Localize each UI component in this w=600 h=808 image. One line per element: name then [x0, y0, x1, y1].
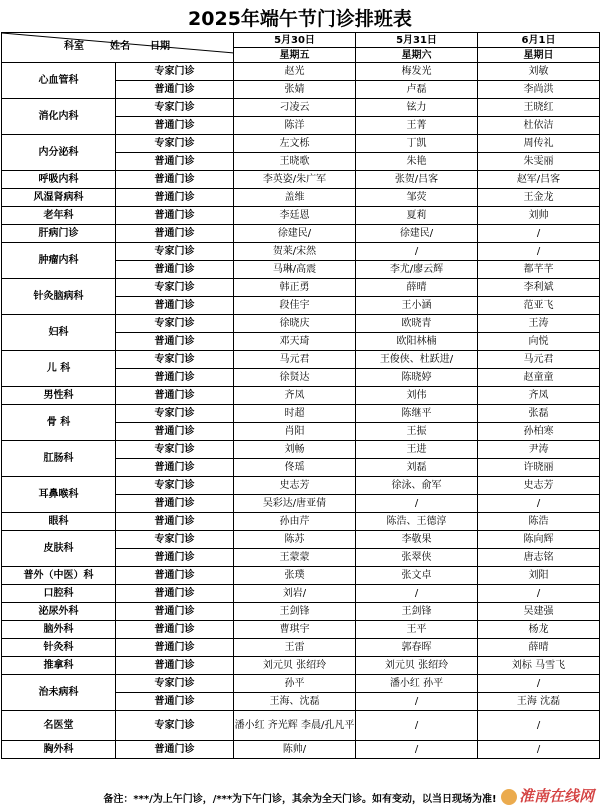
department-name: 男性科: [2, 387, 116, 405]
table-row: [2, 603, 600, 621]
watermark-icon: [501, 789, 517, 805]
doctor-cell: 王进: [356, 441, 478, 459]
department-name: 呼吸内科: [2, 171, 116, 189]
doctor-cell: 王雷: [234, 639, 356, 657]
table-row: [2, 243, 600, 261]
doctor-cell: 孙由芹: [234, 513, 356, 531]
doctor-cell: 刘元贝 张绍玲: [356, 657, 478, 675]
department-name: 肝病门诊: [2, 225, 116, 243]
doctor-cell: 铉力: [356, 99, 478, 117]
table-row: [2, 207, 600, 225]
department-name: 泌尿外科: [2, 603, 116, 621]
table-row: [2, 387, 600, 405]
doctor-cell: /: [478, 741, 600, 759]
table-row: [2, 657, 600, 675]
doctor-cell: /: [478, 711, 600, 741]
doctor-cell: 丁凯: [356, 135, 478, 153]
clinic-type: 专家门诊: [116, 279, 234, 297]
doctor-cell: 王晓红: [478, 99, 600, 117]
doctor-cell: 杨龙: [478, 621, 600, 639]
doctor-cell: 刘阳: [478, 567, 600, 585]
doctor-cell: 欧晓青: [356, 315, 478, 333]
department-name: 推拿科: [2, 657, 116, 675]
doctor-cell: 刘元贝 张绍玲: [234, 657, 356, 675]
doctor-cell: 张婧: [234, 81, 356, 99]
doctor-cell: 刘岩/: [234, 585, 356, 603]
doctor-cell: 朱雯丽: [478, 153, 600, 171]
doctor-cell: 徐晓庆: [234, 315, 356, 333]
department-name: 妇科: [2, 315, 116, 351]
department-name: 肿瘤内科: [2, 243, 116, 279]
clinic-type: 普通门诊: [116, 567, 234, 585]
doctor-cell: 赵军/吕客: [478, 171, 600, 189]
doctor-cell: 范亚飞: [478, 297, 600, 315]
clinic-type: 普通门诊: [116, 225, 234, 243]
doctor-cell: 徐建民/: [234, 225, 356, 243]
doctor-cell: 王振: [356, 423, 478, 441]
table-row: [2, 99, 600, 117]
department-name: 眼科: [2, 513, 116, 531]
department-name: 针灸科: [2, 639, 116, 657]
table-row: [2, 405, 600, 423]
doctor-cell: 王俊侠、杜跃进/: [356, 351, 478, 369]
clinic-type: 普通门诊: [116, 369, 234, 387]
clinic-type: 专家门诊: [116, 531, 234, 549]
doctor-cell: /: [478, 243, 600, 261]
clinic-type: 普通门诊: [116, 297, 234, 315]
doctor-cell: 王剑锋: [356, 603, 478, 621]
department-name: 肛肠科: [2, 441, 116, 477]
table-row: [2, 279, 600, 297]
table-row: [2, 225, 600, 243]
clinic-type: 普通门诊: [116, 333, 234, 351]
department-name: 胸外科: [2, 741, 116, 759]
doctor-cell: 赵光: [234, 63, 356, 81]
doctor-cell: /: [478, 495, 600, 513]
doctor-cell: 陈帅/: [234, 741, 356, 759]
clinic-type: 普通门诊: [116, 189, 234, 207]
doctor-cell: 刘畅: [234, 441, 356, 459]
doctor-cell: 王菁: [356, 117, 478, 135]
doctor-cell: 都芊芊: [478, 261, 600, 279]
doctor-cell: 王海、沈磊: [234, 693, 356, 711]
watermark-logo: [501, 785, 594, 806]
doctor-cell: 李尤/廖云辉: [356, 261, 478, 279]
clinic-type: 普通门诊: [116, 117, 234, 135]
clinic-type: 普通门诊: [116, 657, 234, 675]
doctor-cell: 王金龙: [478, 189, 600, 207]
doctor-cell: 齐凤: [234, 387, 356, 405]
doctor-cell: 刘伟: [356, 387, 478, 405]
doctor-cell: 李利斌: [478, 279, 600, 297]
doctor-cell: 韩正勇: [234, 279, 356, 297]
table-row: [2, 639, 600, 657]
doctor-cell: 王剑锋: [234, 603, 356, 621]
clinic-type: 普通门诊: [116, 207, 234, 225]
doctor-cell: 吴建强: [478, 603, 600, 621]
table-row: [2, 621, 600, 639]
department-name: 口腔科: [2, 585, 116, 603]
doctor-cell: 刘磊: [356, 459, 478, 477]
clinic-type: 普通门诊: [116, 171, 234, 189]
schedule-body: [2, 63, 600, 759]
doctor-cell: 欧阳林楠: [356, 333, 478, 351]
doctor-cell: 李英姿/朱广军: [234, 171, 356, 189]
table-row: [2, 585, 600, 603]
department-name: 脑外科: [2, 621, 116, 639]
doctor-cell: 陈晓婷: [356, 369, 478, 387]
doctor-cell: 孙柏寒: [478, 423, 600, 441]
doctor-cell: 王海 沈磊: [478, 693, 600, 711]
table-row: [2, 171, 600, 189]
doctor-cell: 李廷恩: [234, 207, 356, 225]
department-name: 名医堂: [2, 711, 116, 741]
doctor-cell: 孙平: [234, 675, 356, 693]
table-row: [2, 315, 600, 333]
department-name: 老年科: [2, 207, 116, 225]
watermark-text: 淮南在线网: [518, 787, 594, 805]
clinic-type: 普通门诊: [116, 81, 234, 99]
doctor-cell: 梅发光: [356, 63, 478, 81]
doctor-cell: 张磊: [478, 405, 600, 423]
clinic-type: 专家门诊: [116, 243, 234, 261]
clinic-type: 普通门诊: [116, 639, 234, 657]
doctor-cell: /: [356, 711, 478, 741]
department-name: 心血管科: [2, 63, 116, 99]
clinic-type: 专家门诊: [116, 675, 234, 693]
doctor-cell: 张文卓: [356, 567, 478, 585]
clinic-type: 普通门诊: [116, 741, 234, 759]
clinic-type: 普通门诊: [116, 495, 234, 513]
doctor-cell: 曹琪宇: [234, 621, 356, 639]
doctor-cell: 马琳/高震: [234, 261, 356, 279]
department-name: 内分泌科: [2, 135, 116, 171]
doctor-cell: /: [356, 693, 478, 711]
table-row: [2, 135, 600, 153]
doctor-cell: 陈洋: [234, 117, 356, 135]
doctor-cell: 郭春晖: [356, 639, 478, 657]
doctor-cell: 张翠侠: [356, 549, 478, 567]
doctor-cell: 薛晴: [356, 279, 478, 297]
department-name: 耳鼻喉科: [2, 477, 116, 513]
doctor-cell: 刘敏: [478, 63, 600, 81]
clinic-type: 专家门诊: [116, 477, 234, 495]
table-row: [2, 567, 600, 585]
corner-date-label: 日期: [150, 41, 170, 52]
doctor-cell: /: [356, 243, 478, 261]
doctor-cell: /: [356, 495, 478, 513]
table-row: [2, 513, 600, 531]
doctor-cell: 李尚洪: [478, 81, 600, 99]
date-header: 5月30日: [234, 33, 356, 48]
doctor-cell: 佟瑶: [234, 459, 356, 477]
clinic-type: 专家门诊: [116, 405, 234, 423]
doctor-cell: 左文栎: [234, 135, 356, 153]
doctor-cell: 许晓丽: [478, 459, 600, 477]
doctor-cell: 刁凌云: [234, 99, 356, 117]
doctor-cell: 肖阳: [234, 423, 356, 441]
header-corner: [2, 33, 234, 63]
doctor-cell: 徐建民/: [356, 225, 478, 243]
department-name: 儿 科: [2, 351, 116, 387]
clinic-type: 专家门诊: [116, 441, 234, 459]
table-row: [2, 741, 600, 759]
table-row: [2, 441, 600, 459]
page-title: 2025年端午节门诊排班表: [188, 8, 412, 30]
doctor-cell: 张璞: [234, 567, 356, 585]
doctor-cell: 王晓歌: [234, 153, 356, 171]
department-name: 消化内科: [2, 99, 116, 135]
clinic-type: 普通门诊: [116, 261, 234, 279]
doctor-cell: 徐贤达: [234, 369, 356, 387]
doctor-cell: 陈浩: [478, 513, 600, 531]
doctor-cell: /: [478, 225, 600, 243]
clinic-type: 普通门诊: [116, 693, 234, 711]
clinic-type: 专家门诊: [116, 711, 234, 741]
doctor-cell: 贺莱/宋然: [234, 243, 356, 261]
clinic-type: 普通门诊: [116, 603, 234, 621]
weekday-header: 星期六: [356, 48, 478, 63]
corner-name-label: 姓名: [110, 41, 130, 52]
doctor-cell: /: [356, 741, 478, 759]
clinic-type: 普通门诊: [116, 549, 234, 567]
doctor-cell: 刘帅: [478, 207, 600, 225]
doctor-cell: 王小涵: [356, 297, 478, 315]
table-row: [2, 63, 600, 81]
doctor-cell: 潘小红 孙平: [356, 675, 478, 693]
doctor-cell: 王涛: [478, 315, 600, 333]
doctor-cell: 马元君: [234, 351, 356, 369]
doctor-cell: 段佳宇: [234, 297, 356, 315]
clinic-type: 专家门诊: [116, 351, 234, 369]
doctor-cell: 陈继平: [356, 405, 478, 423]
department-name: 针灸脑病科: [2, 279, 116, 315]
clinic-type: 普通门诊: [116, 585, 234, 603]
table-row: [2, 351, 600, 369]
department-name: 骨 科: [2, 405, 116, 441]
table-row: [2, 675, 600, 693]
doctor-cell: 马元君: [478, 351, 600, 369]
clinic-type: 专家门诊: [116, 315, 234, 333]
clinic-type: 普通门诊: [116, 423, 234, 441]
clinic-type: 普通门诊: [116, 513, 234, 531]
doctor-cell: 卢磊: [356, 81, 478, 99]
table-row: [2, 189, 600, 207]
clinic-type: 专家门诊: [116, 63, 234, 81]
doctor-cell: /: [356, 585, 478, 603]
doctor-cell: 张贺/吕客: [356, 171, 478, 189]
doctor-cell: 陈向辉: [478, 531, 600, 549]
doctor-cell: 尹涛: [478, 441, 600, 459]
doctor-cell: /: [478, 585, 600, 603]
doctor-cell: 史志芳: [478, 477, 600, 495]
department-name: 风湿肾病科: [2, 189, 116, 207]
department-name: 普外（中医）科: [2, 567, 116, 585]
corner-dept-label: 科室: [64, 41, 84, 52]
doctor-cell: 盖维: [234, 189, 356, 207]
weekday-header: 星期五: [234, 48, 356, 63]
department-name: 皮肤科: [2, 531, 116, 567]
doctor-cell: 唐志铭: [478, 549, 600, 567]
doctor-cell: 薛晴: [478, 639, 600, 657]
doctor-cell: 周传礼: [478, 135, 600, 153]
date-header: 5月31日: [356, 33, 478, 48]
doctor-cell: 夏莉: [356, 207, 478, 225]
doctor-cell: 王蒙蒙: [234, 549, 356, 567]
doctor-cell: 邹荧: [356, 189, 478, 207]
doctor-cell: 朱艳: [356, 153, 478, 171]
clinic-type: 普通门诊: [116, 387, 234, 405]
weekday-header: 星期日: [478, 48, 600, 63]
department-name: 治未病科: [2, 675, 116, 711]
schedule-table: [1, 32, 600, 759]
doctor-cell: 陈苏: [234, 531, 356, 549]
doctor-cell: 吴彩达/唐亚倩: [234, 495, 356, 513]
doctor-cell: 李敬果: [356, 531, 478, 549]
clinic-type: 普通门诊: [116, 621, 234, 639]
footer-note: 备注：***/为上午门诊，/***为下午门诊，其余为全天门诊。如有变动，以当日现场为准!: [103, 794, 497, 805]
doctor-cell: 潘小红 齐光辉 李晨/孔凡平: [234, 711, 356, 741]
doctor-cell: 时超: [234, 405, 356, 423]
table-row: [2, 531, 600, 549]
date-header: 6月1日: [478, 33, 600, 48]
doctor-cell: /: [478, 675, 600, 693]
doctor-cell: 陈浩、王德淳: [356, 513, 478, 531]
table-row: [2, 711, 600, 741]
doctor-cell: 赵童童: [478, 369, 600, 387]
doctor-cell: 杜依洁: [478, 117, 600, 135]
clinic-type: 专家门诊: [116, 99, 234, 117]
clinic-type: 普通门诊: [116, 153, 234, 171]
clinic-type: 专家门诊: [116, 135, 234, 153]
doctor-cell: 邓天琦: [234, 333, 356, 351]
doctor-cell: 王平: [356, 621, 478, 639]
doctor-cell: 史志芳: [234, 477, 356, 495]
doctor-cell: 刘标 马雪飞: [478, 657, 600, 675]
doctor-cell: 向悦: [478, 333, 600, 351]
doctor-cell: 徐泳、俞军: [356, 477, 478, 495]
clinic-type: 普通门诊: [116, 459, 234, 477]
doctor-cell: 齐凤: [478, 387, 600, 405]
table-row: [2, 477, 600, 495]
